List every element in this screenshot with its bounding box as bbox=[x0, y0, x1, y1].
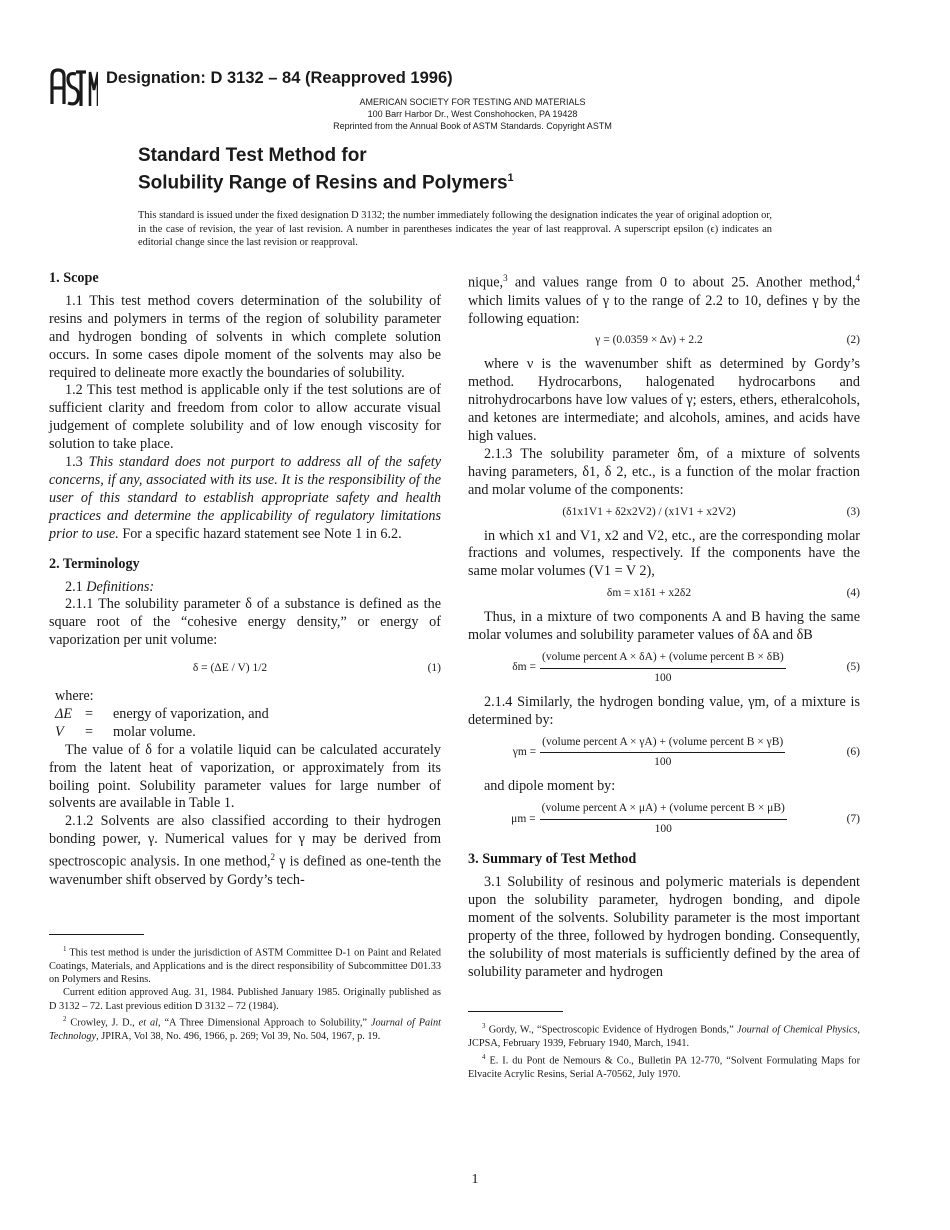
equation-1-number: (1) bbox=[427, 662, 441, 675]
left-column bbox=[49, 270, 441, 1043]
scope-heading: 1. Scope bbox=[49, 270, 99, 286]
summary-heading: 3. Summary of Test Method bbox=[468, 851, 637, 868]
equation-6: γm = (volume percent A × γA) + (volume percent B × γB) 100 (6) bbox=[512, 735, 860, 769]
equation-3: (δ1x1V1 + δ2x2V2) / (x1V1 + x2V2) (3) bbox=[562, 505, 860, 518]
astm-logo bbox=[48, 66, 98, 110]
footnote-rule-right bbox=[468, 1011, 563, 1012]
footnote-3: $^3$ Gordy, W., “Spectroscopic Evidence of Hydrogen Bonds,” Journal of Chemical Physics, JCPSA, February 1939, February 1940, March, 1941. bbox=[468, 1022, 860, 1050]
gordy-continuation: nique,$^3$ and values range from 0 to about 25. Another method,$^4$ which limits values of γ to the range of 2.2 to 10, defines γ by the following equation: bbox=[468, 273, 860, 327]
publisher-block bbox=[300, 96, 645, 132]
section-3-1: 3.1 Solubility of resinous and polymeric materials is dependent upon the solubility parameter, hydrogen bonding, and dipole moment of the solvents. Solubility parameter is the most important property of the three, followed by hydrogen bonding. Consequently, the solubility of most materials is sufficiently defined by the area of solubility parameter and hydrogen bbox=[468, 874, 860, 980]
terminology-heading: 2. Terminology bbox=[49, 555, 140, 572]
equation-4: δm = x1δ1 + x2δ2 (4) bbox=[606, 587, 860, 600]
equation-2: γ = (0.0359 × Δν) + 2.2 (2) bbox=[595, 334, 860, 347]
where-label: where: bbox=[55, 688, 94, 705]
document-title bbox=[138, 144, 514, 194]
dipole-intro: and dipole moment by: bbox=[484, 778, 616, 795]
publisher-address: 100 Barr Harbor Dr., West Conshohocken, PA 19428 bbox=[367, 109, 578, 119]
two-components-paragraph: Thus, in a mixture of two components A and B having the same molar volumes and solubility parameter values of δA and δB bbox=[468, 609, 860, 644]
right-column bbox=[468, 270, 860, 1081]
footnote-1-history: Current edition approved Aug. 31, 1984. Published January 1985. Originally published as D 3132 – 72. Last previous edition D 3132 – 72 (1984). bbox=[49, 987, 441, 1012]
reprint-notice: Reprinted from the Annual Book of ASTM Standards. Copyright ASTM bbox=[333, 121, 612, 131]
section-2-1-3: 2.1.3 The solubility parameter δm, of a mixture of solvents having parameters, δ1, δ 2, etc., is a function of the molar fraction and molar volume of the components: bbox=[468, 445, 860, 498]
section-1-3: 1.3 This standard does not purport to address all of the safety concerns, if any, associated with its use. It is the responsibility of the user of this standard to establish appropriate safety and health practices and determine the applicability of regulatory limitations prior to use. For a specific hazard statement see Note 1 in 6.2. bbox=[49, 454, 441, 542]
footnote-2: $^2$ Crowley, J. D., et al, “A Three Dimensional Approach to Solubility,” Journal of Paint Technology, JPIRA, Vol 38, No. 496, 1966, p. 269; Vol 39, No. 504, 1967, p. 19. bbox=[49, 1015, 442, 1043]
delta-value-paragraph: The value of δ for a volatile liquid can be calculated accurately from the latent heat of vaporization, or approximately from its boiling point. Solubility parameter values for large number of solvents are available in Table 1. bbox=[49, 741, 441, 812]
publisher-name: AMERICAN SOCIETY FOR TESTING AND MATERIALS bbox=[359, 97, 586, 107]
title-line-2: Solubility Range of Resins and Polymers$^1$ bbox=[138, 172, 514, 194]
footnote-1: $^1$ This test method is under the jurisdiction of ASTM Committee D-1 on Paint and Related Coatings, Materials, and Applications and is the direct responsibility of Subcommittee D01.33 on Polymers and Resins. bbox=[49, 944, 442, 985]
equation-5: δm = (volume percent A × δA) + (volume percent B × δB) 100 (5) bbox=[512, 650, 860, 684]
section-2-1-1: 2.1.1 The solubility parameter δ of a substance is defined as the square root of the “cohesive energy density,” or energy of vaporization per unit volume: bbox=[49, 596, 441, 649]
wavenumber-paragraph: where ν is the wavenumber shift as determined by Gordy’s method. Hydrocarbons, halogenated hydrocarbons and nitrohydrocarbons have low values of γ; esters, ethers, etheralcohols, and ketones are intermediate; and alcohols, amines, and acids have high values. bbox=[468, 356, 860, 444]
preamble: This standard is issued under the fixed designation D 3132; the number immediately following the designation indicates the year of original adoption or, in the case of revision, the year of last revision. A number in parentheses indicates the year of last reapproval. A superscript epsilon (ϵ) indicates an editorial change since the last revision or reapproval. bbox=[138, 210, 772, 248]
definition-v: V = molar volume. bbox=[55, 723, 196, 740]
section-1-1: 1.1 This test method covers determination of the solubility of resins and polymers in terms of the region of solubility parameter and hydrogen bonding of solvents in which complete solution occurs. In some cases dipole moment of the solvents may also be required to delineate more exactly the boundaries of solubility. bbox=[49, 292, 441, 381]
title-line-1: Standard Test Method for bbox=[138, 145, 367, 166]
definition-delta-e: ΔE = energy of vaporization, and bbox=[55, 705, 269, 722]
section-1-2: 1.2 This test method is applicable only if the test solutions are of sufficient clarity and freedom from color to allow accurate visual judgement of complete solubility and of low enough viscosity for solution to take place. bbox=[49, 382, 441, 453]
equation-7: μm = (volume percent A × μA) + (volume percent B × μB) 100 (7) bbox=[511, 802, 860, 836]
footnote-rule bbox=[49, 934, 144, 935]
footnote-4: $^4$ E. I. du Pont de Nemours & Co., Bulletin PA 12-770, “Solvent Formulating Maps for Elvacite Acrylic Resins, Serial A-70562, July 1970. bbox=[468, 1052, 860, 1080]
section-2-1: 2.1 Definitions: bbox=[65, 578, 155, 595]
section-2-1-2: 2.1.2 Solvents are also classified according to their hydrogen bonding power, γ. Numerical values for γ may be derived from spectroscopic analysis. In one method,$^2$ γ is defined as one-tenth the wavenumber shift observed by Gordy’s tech- bbox=[49, 813, 442, 888]
equation-1 bbox=[49, 660, 441, 678]
title-footnote-mark: 1 bbox=[507, 172, 514, 184]
equation-1-body: δ = (ΔE / V) 1/2 bbox=[192, 662, 268, 675]
designation: Designation: D 3132 – 84 (Reapproved 1996) bbox=[106, 69, 453, 87]
section-2-1-4: 2.1.4 Similarly, the hydrogen bonding value, γm, of a mixture is determined by: bbox=[468, 693, 860, 728]
page-number: 1 bbox=[471, 1172, 479, 1187]
molar-fractions-paragraph: in which x1 and V1, x2 and V2, etc., are the corresponding molar fractions and volumes, respectively. If the components have the same molar volumes (V1 = V 2), bbox=[468, 527, 860, 580]
